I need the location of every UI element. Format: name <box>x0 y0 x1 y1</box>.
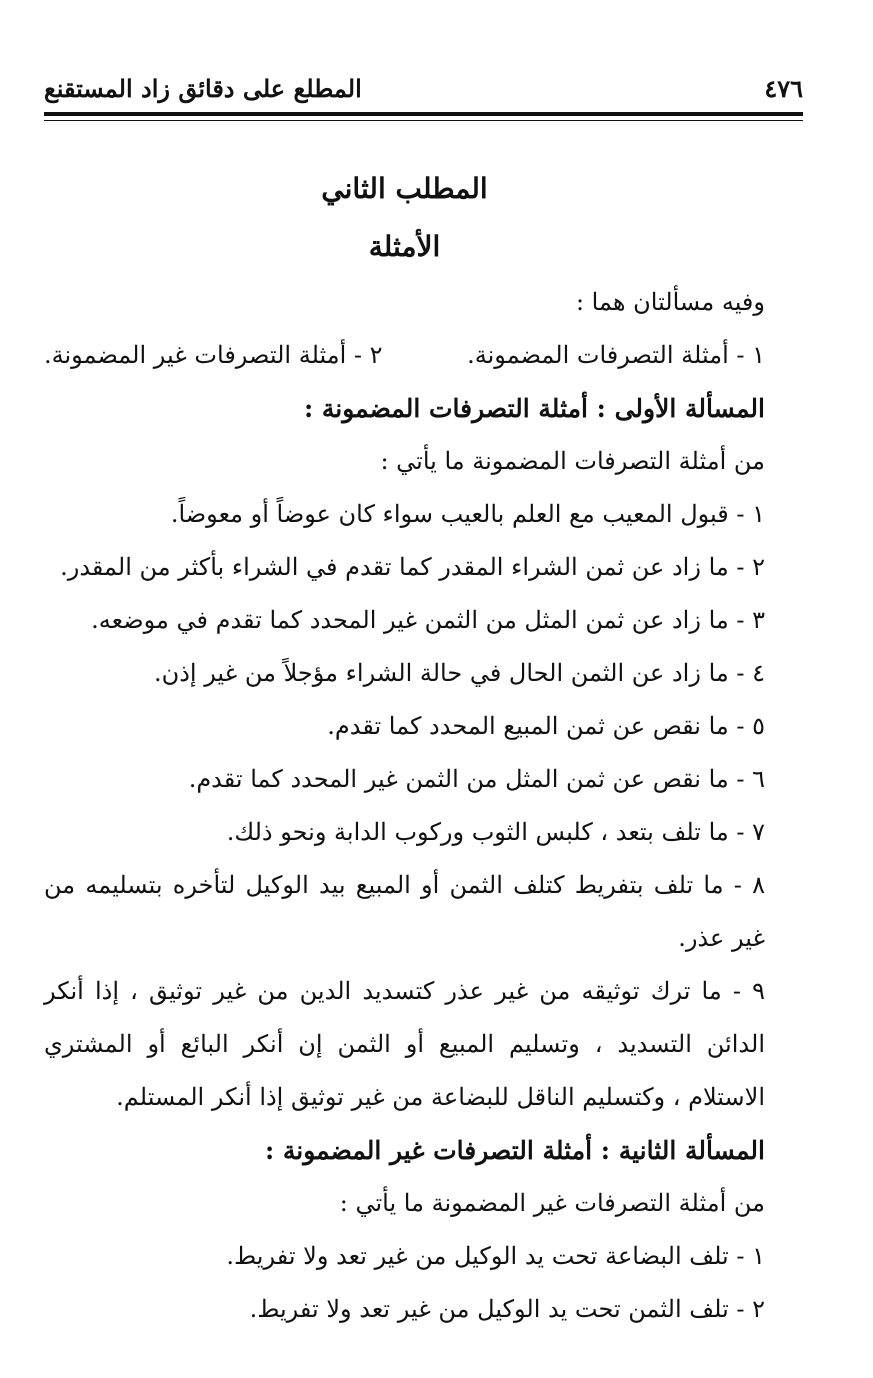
list-item: ٧ - ما تلف بتعد ، كلبس الثوب وركوب الدابة ونحو ذلك. <box>226 818 765 846</box>
page-number: ٤٧٦ <box>764 74 803 103</box>
page-body <box>44 160 765 1336</box>
toc-item: ٢ - أمثلة التصرفات غير المضمونة. <box>44 341 383 369</box>
section-lead: من أمثلة التصرفات غير المضمونة ما يأتي : <box>339 1189 765 1217</box>
list-item: ١ - تلف البضاعة تحت يد الوكيل من غير تعد ولا تفريط. <box>226 1242 765 1270</box>
toc-list <box>44 329 765 382</box>
list-item: ٤ - ما زاد عن الثمن الحال في حالة الشراء مؤجلاً من غير إذن. <box>153 659 765 687</box>
section-heading: المسألة الأولى : أمثلة التصرفات المضمونة : <box>303 394 765 423</box>
intro-text: وفيه مسألتان هما : <box>575 288 765 316</box>
header-rule-thin <box>44 120 803 121</box>
list-item: ٦ - ما نقص عن ثمن المثل من الثمن غير المحدد كما تقدم. <box>188 765 765 793</box>
page-header <box>44 74 803 114</box>
list-item: ٨ - ما تلف بتفريط كتلف الثمن أو المبيع بيد الوكيل لتأخره بتسليمه من غير عذر. <box>44 871 766 952</box>
list-item: ١ - قبول المعيب مع العلم بالعيب سواء كان عوضاً أو معوضاً. <box>170 500 765 528</box>
list-item: ٥ - ما نقص عن ثمن المبيع المحدد كما تقدم. <box>327 712 765 740</box>
running-title: المطلع على دقائق زاد المستقنع <box>44 74 362 103</box>
list-item: ٢ - ما زاد عن ثمن الشراء المقدر كما تقدم في الشراء بأكثر من المقدر. <box>60 553 765 581</box>
section-heading: المسألة الثانية : أمثلة التصرفات غير المضمونة : <box>264 1136 765 1165</box>
list-item: ٣ - ما زاد عن ثمن المثل من الثمن غير المحدد كما تقدم في موضعه. <box>91 606 765 634</box>
header-rule-thick <box>44 112 803 116</box>
toc-item: ١ - أمثلة التصرفات المضمونة. <box>467 341 765 369</box>
chapter-title: المطلب الثاني <box>321 172 488 205</box>
chapter-subtitle: الأمثلة <box>368 230 441 263</box>
list-item: ٩ - ما ترك توثيقه من غير عذر كتسديد الدين من غير توثيق ، إذا أنكر الدائن التسديد ، وتسليم المبيع أو الثمن إن أنكر البائع أو المشتري الاستلام ، وكتسليم الناقل للبضاعة من غير توثيق إذا أنكر المستلم. <box>44 977 765 1111</box>
section-lead: من أمثلة التصرفات المضمونة ما يأتي : <box>380 447 765 475</box>
list-item: ٢ - تلف الثمن تحت يد الوكيل من غير تعد ولا تفريط. <box>249 1295 765 1323</box>
